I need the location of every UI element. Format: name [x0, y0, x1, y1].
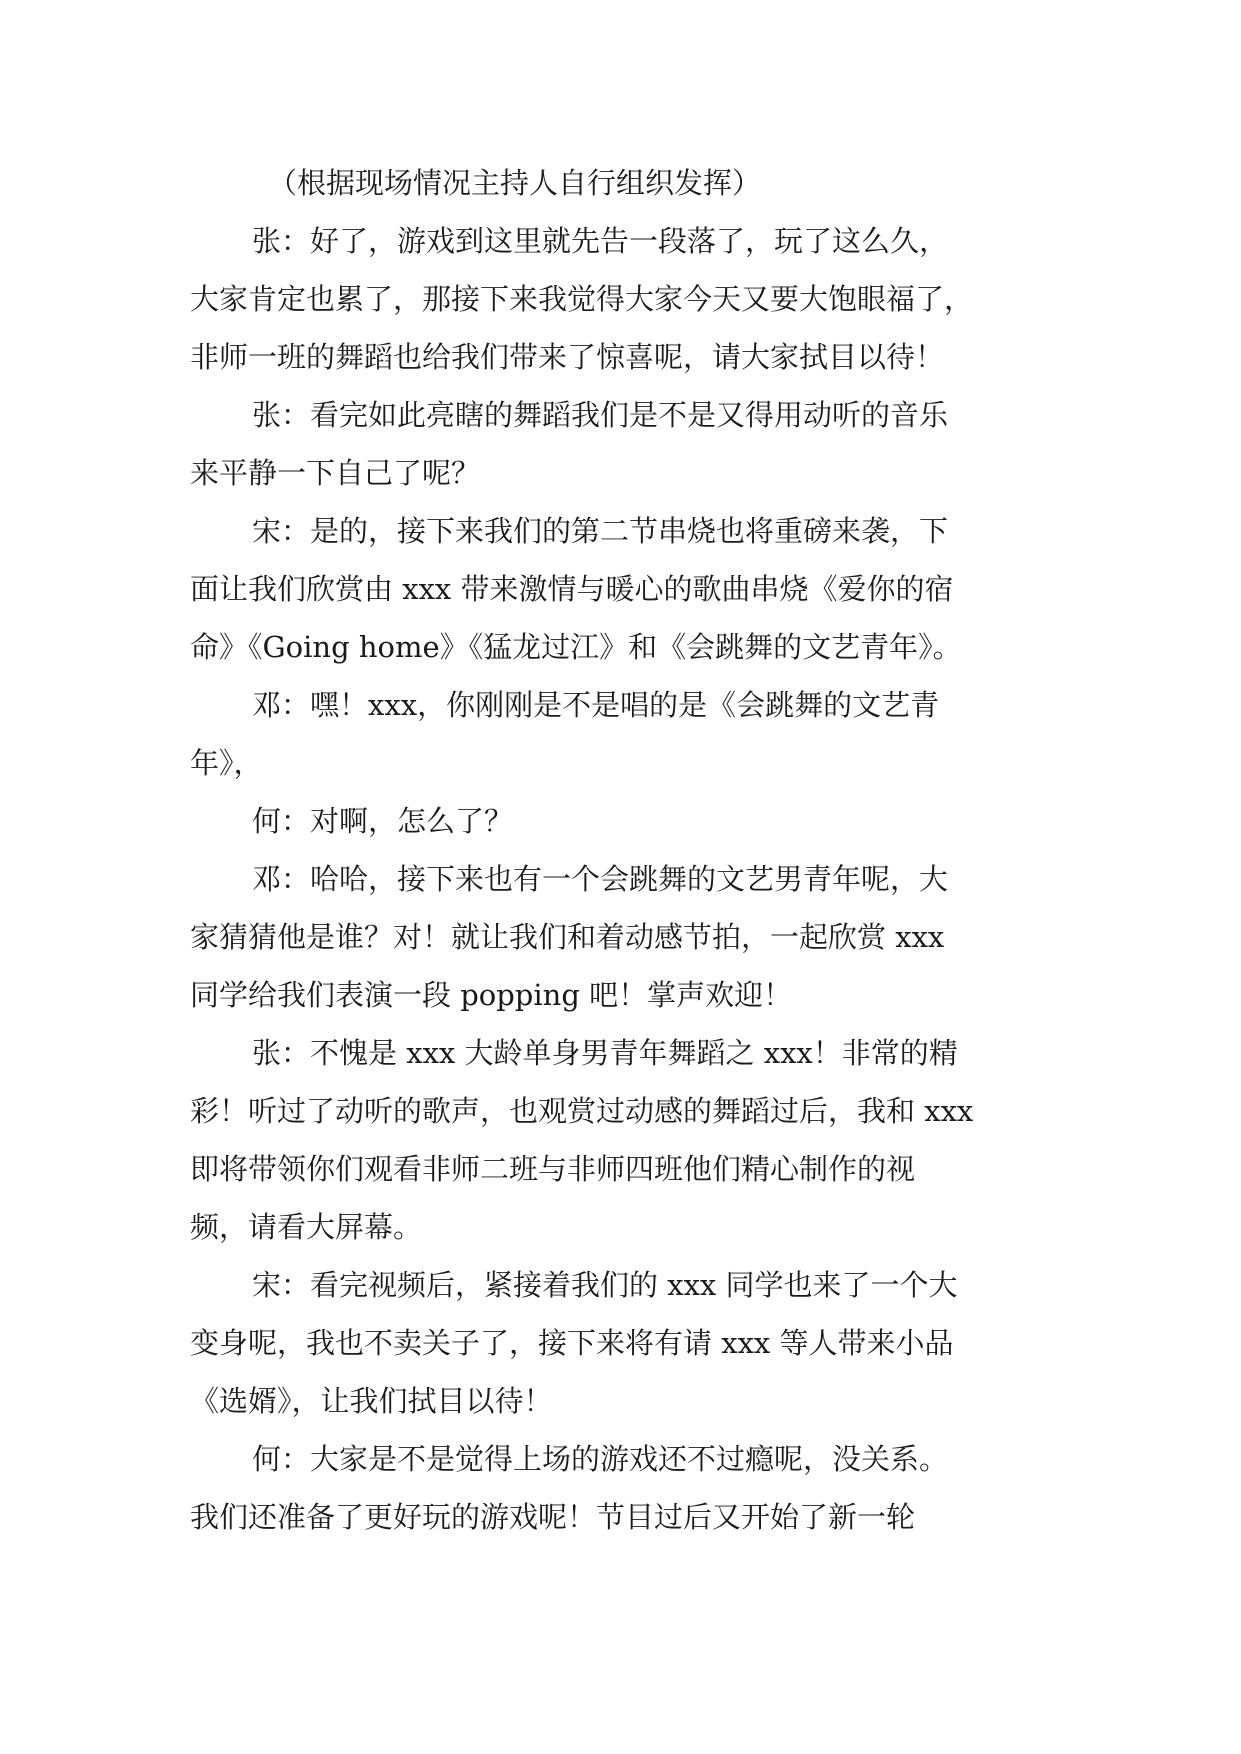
text-line: 我们还准备了更好玩的游戏呢！节目过后又开始了新一轮: [190, 1500, 916, 1534]
paragraph-he-2: [190, 1430, 1090, 1546]
paragraph-song-2: [190, 1256, 1090, 1430]
text-line: 年》，: [190, 746, 263, 780]
text-line: 何：对啊，怎么了？: [252, 804, 514, 838]
text-line: 大家肯定也累了，那接下来我觉得大家今天又要大饱眼福了，: [190, 282, 974, 316]
text-line: 频，请看大屏幕。: [190, 1210, 423, 1244]
paragraph-song-1: [190, 502, 1090, 676]
text-line: 张：看完如此亮瞎的舞蹈我们是不是又得用动听的音乐: [252, 398, 949, 432]
paragraph-deng-1: [190, 676, 1090, 792]
text-line: 来平静一下自己了呢？: [190, 456, 481, 490]
text-line: 非师一班的舞蹈也给我们带来了惊喜呢，请大家拭目以待！: [190, 340, 945, 374]
text-line: 变身呢，我也不卖关子了，接下来将有请 xxx 等人带来小品: [190, 1326, 954, 1360]
text-line: 即将带领你们观看非师二班与非师四班他们精心制作的视: [190, 1152, 916, 1186]
text-line: （根据现场情况主持人自行组织发挥）: [268, 166, 762, 200]
text-line: 彩！听过了动听的歌声，也观赏过动感的舞蹈过后，我和 xxx: [190, 1094, 974, 1128]
text-line: 家猜猜他是谁？对！就让我们和着动感节拍，一起欣赏 xxx: [190, 920, 945, 954]
text-line: 张：好了，游戏到这里就先告一段落了，玩了这么久，: [252, 224, 949, 258]
text-line: 宋：看完视频后，紧接着我们的 xxx 同学也来了一个大: [252, 1268, 958, 1302]
text-line: 命》《Going home》《猛龙过江》和《会跳舞的文艺青年》。: [190, 630, 962, 664]
paragraph-zhang-1: [190, 212, 1090, 386]
text-line: 邓：嘿！xxx，你刚刚是不是唱的是《会跳舞的文艺青: [252, 688, 940, 722]
paragraph-zhang-3: [190, 1024, 1090, 1256]
text-line: 面让我们欣赏由 xxx 带来激情与暖心的歌曲串烧《爱你的宿: [190, 572, 954, 606]
text-line: 张：不愧是 xxx 大龄单身男青年舞蹈之 xxx！非常的精: [252, 1036, 958, 1070]
text-line: 何：大家是不是觉得上场的游戏还不过瘾呢，没关系。: [252, 1442, 949, 1476]
paragraph-stage-note: [190, 154, 1090, 212]
text-line: 《选婿》，让我们拭目以待！: [190, 1384, 553, 1418]
paragraph-he-1: [190, 792, 1090, 850]
paragraph-zhang-2: [190, 386, 1090, 502]
text-line: 宋：是的，接下来我们的第二节串烧也将重磅来袭，下: [252, 514, 949, 548]
text-line: 邓：哈哈，接下来也有一个会跳舞的文艺男青年呢，大: [252, 862, 949, 896]
text-line: 同学给我们表演一段 popping 吧！掌声欢迎！: [190, 978, 793, 1012]
document-body: [190, 154, 1090, 1546]
paragraph-deng-2: [190, 850, 1090, 1024]
